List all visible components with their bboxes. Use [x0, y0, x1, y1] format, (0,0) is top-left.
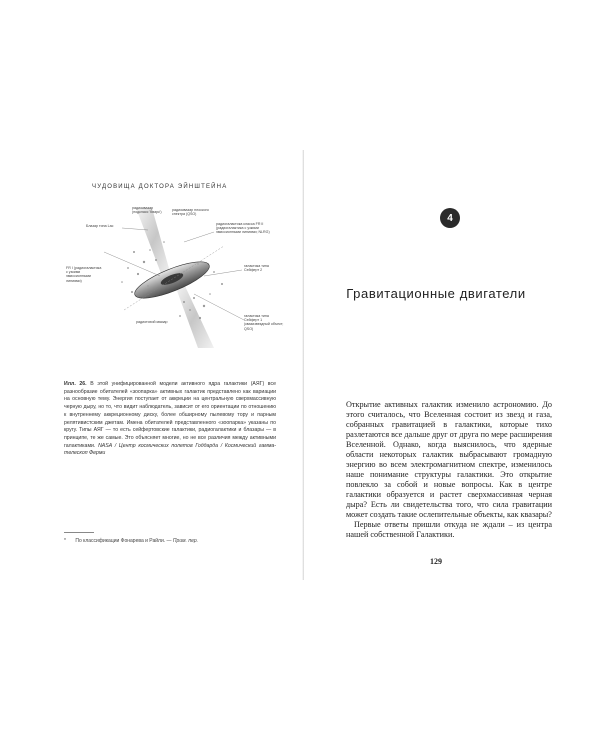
label-fr-i: FR I (радиогалактика с узкими эмиссионными линиями) — [66, 266, 102, 283]
book-spread — [40, 150, 568, 580]
chapter-number-badge: 4 — [440, 208, 460, 228]
left-page — [40, 150, 304, 580]
chapter-body — [346, 400, 552, 540]
figure-number: Илл. 26. — [64, 381, 87, 387]
paragraph: Открытие активных галактик изменило астрономию. До этого считалось, что Вселенная состоит из звезд и газа, собранных гравитацией в галактики, которые тихо разлетаются все дальше друг от друга по мере расширения Вселенной. Однако, когда выяснилось, что ядерные области некоторых галактик выбрасывают громадную энергию во всем электромагнитном спектре, изменилось наше понимание структуры галактики. Это открытие повлекло за собой и новые вопросы. Как в центре галактики образуется и растет сверхмассивная черная дыра? Есть ли свидетельства того, что сила гравитации может создать такие ослепительные объекты, как квазары? — [346, 400, 552, 519]
caption-text: В этой унифицированной модели активного ядра галактики (АЯГ) все разнообразие обитателей «зоопарка» активных галактик представлено как вариации на основную тему. Энергия поступает от аккреции на центральную сверхмассивную черную дыру, но то, что видит наблюдатель, зависит от его ориентации по отношению к внутреннему аккреционному диску, более обширному пылевому тору и парным релятивистским джетам. Имена обитателей представленного «зоопарка» указаны по кругу. Типы АЯГ — то есть сейфертовские галактики, радиогалактики и блазары — в принципе, те же самые. Это объясняет многие, но не все различия между активными галактиками. — [64, 381, 276, 449]
figure-caption — [64, 381, 276, 458]
right-page — [304, 150, 568, 580]
footnote-translator-note: — Прим. пер. — [166, 538, 199, 544]
agn-figure — [64, 202, 284, 350]
paragraph: Первые ответы пришли откуда не ждали – из центра нашей собственной Галактики. — [346, 520, 552, 539]
footnote-divider — [64, 532, 94, 533]
upper-jet — [136, 208, 170, 276]
label-seyfert-2: галактика типа Сейферт 2 — [244, 264, 269, 273]
page-number: 129 — [430, 557, 442, 566]
chapter-title: Гравитационные двигатели — [346, 286, 526, 301]
running-head: ЧУДОВИЩА ДОКТОРА ЭЙНШТЕЙНА — [92, 184, 228, 190]
lower-jet — [176, 284, 214, 348]
caption-credit: NASA / Центр космических полетов Годдарда / Космический гамма-телескоп Ферми — [64, 442, 276, 457]
label-radio-quasar: радиоквазар (подкласс 'Кварк') — [132, 206, 162, 215]
label-blazar: Блазар типа Lac — [86, 224, 114, 228]
label-radio-quiet-quasar: радиотихий квазар — [136, 320, 168, 324]
footnote-text: По классификации Фонарева и Райли. — [75, 538, 166, 544]
footnote-mark: * — [64, 538, 66, 544]
label-fr-ii: радиогалактика класса FR II (радиогалактика с узкими эмиссионными линиями; NLRG) — [216, 222, 270, 235]
label-seyfert-1: галактика типа Сейферт 1 (квазизвездный объект; QSO) — [244, 314, 284, 331]
footnote — [64, 538, 198, 544]
label-flat-spectrum-quasar: радиоквазар плоского спектра (QSO) — [172, 208, 209, 217]
